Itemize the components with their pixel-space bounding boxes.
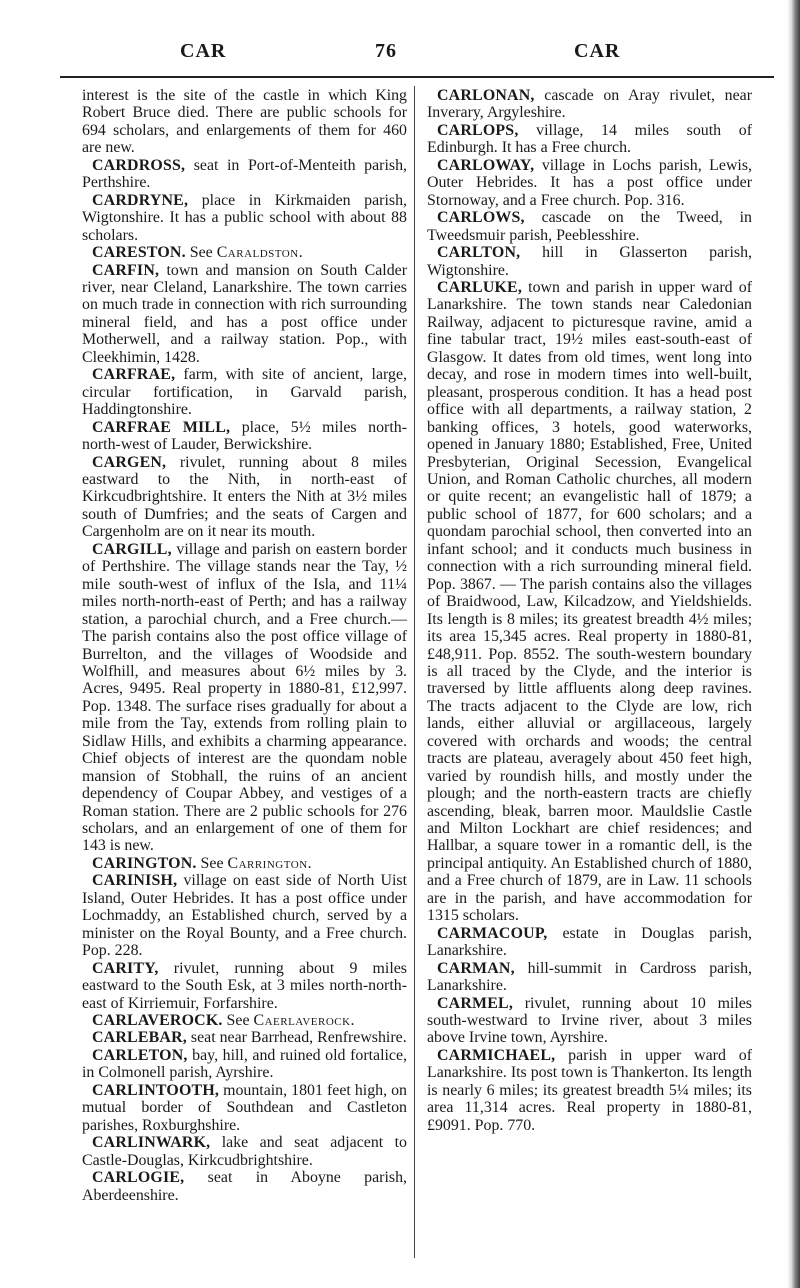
entry-headword: CARLOWAY, bbox=[437, 156, 535, 174]
entry-headword: CARLONAN, bbox=[437, 87, 535, 104]
entry-text: mountain, 1801 feet high, on mutual border of Southdean and Castleton parishes, Roxburghshire. bbox=[82, 1081, 407, 1134]
gazetteer-entry bbox=[82, 1012, 407, 1029]
entry-headword: CARMACOUP, bbox=[437, 924, 548, 942]
gazetteer-entry bbox=[82, 960, 407, 1012]
entry-text: parish in upper ward of Lanarkshire. Its post town is Thankerton. Its length is nearly 6 miles; its greatest breadth 5¼ miles; its area 11,314 acres. Real property in 1880-81, £9091. Pop. 770. bbox=[427, 1046, 752, 1134]
entry-text: seat in Aboyne parish, Aberdeenshire. bbox=[82, 1169, 407, 1204]
entry-text: estate in Douglas parish, Lanarkshire. bbox=[427, 924, 752, 960]
gazetteer-entry bbox=[427, 244, 752, 279]
entry-headword: CARGILL, bbox=[92, 540, 172, 558]
gazetteer-entry bbox=[82, 872, 407, 959]
running-head bbox=[0, 40, 800, 70]
entry-text: interest is the site of the castle in which King Robert Bruce died. There are public schools for 694 scholars, and enlargements of them for 460 are new. bbox=[82, 87, 407, 157]
entry-text: See bbox=[222, 1012, 254, 1030]
entry-headword: CARMAN, bbox=[437, 959, 515, 977]
entry-text: village in Lochs parish, Lewis, Outer Hebrides. It has a post office under Stornoway, and a Free church. Pop. 316. bbox=[427, 156, 752, 209]
entry-text: See bbox=[185, 244, 217, 262]
gazetteer-entry bbox=[82, 419, 407, 454]
entry-headword: CARINGTON. bbox=[92, 854, 197, 872]
entry-text: See bbox=[196, 854, 228, 872]
entry-text: town and mansion on South Calder river, near Cleland, Lanarkshire. The town carries on much trade in connection with rich surrounding mineral field, and has a post office under Motherwell, and a railway station. Pop., with Cleekhimin, 1428. bbox=[82, 261, 407, 366]
entry-text: hill in Glasserton parish, Wigtonshire. bbox=[427, 244, 752, 279]
gazetteer-entry bbox=[82, 244, 407, 261]
entry-headword: CARLEBAR, bbox=[92, 1029, 187, 1047]
gazetteer-entry bbox=[82, 1134, 407, 1169]
entry-text: seat in Port-of-Menteith parish, Perthshire. bbox=[82, 156, 407, 192]
entry-text: lake and seat adjacent to Castle-Douglas, Kirkcudbrightshire. bbox=[82, 1134, 407, 1169]
gazetteer-entry bbox=[82, 87, 407, 157]
cross-reference: Caerlaverock. bbox=[253, 1012, 356, 1030]
left-column bbox=[82, 87, 407, 1204]
entry-headword: CARLINTOOTH, bbox=[92, 1081, 220, 1099]
entry-headword: CARLOGIE, bbox=[92, 1169, 185, 1187]
gazetteer-entry bbox=[427, 122, 752, 157]
gazetteer-entry bbox=[82, 1082, 407, 1134]
gazetteer-entry bbox=[427, 279, 752, 925]
header-rule bbox=[60, 76, 774, 78]
gazetteer-entry bbox=[427, 925, 752, 960]
gazetteer-entry bbox=[82, 366, 407, 418]
entry-text: town and parish in upper ward of Lanarkshire. The town stands near Caledonian Railway, adjacent to picturesque ravine, amid a fine tabular tract, 19½ miles east-south-east of Glasgow. It dates from old times, went long into decay, and rose in modern times into well-built, pleasant, prosperous condition. It has a head post office with all departments, a railway station, 2 banking offices, 3 hotels, good waterworks, opened in January 1880; Established, Free, United Presbyterian, Original Secession, Evangelical Union, and Roman Catholic churches, all modern or quite recent; an evangelistic hall of 1879; a public school of 1877, for 600 scholars; and a quondam parochial school, then converted into an infant school; and it conducts much business in connection with a rich surrounding mineral field. Pop. 3867. — The parish contains also the villages of Braidwood, Law, Kilcadzow, and Yieldshields. Its length is 8 miles; its greatest breadth 4½ miles; its area 15,345 acres. Real property in 1880-81, £48,911. Pop. 8552. The south-western boundary is all traced by the Clyde, and the interior is traversed by little affluents along deep ravines. The tracts adjacent to the Clyde are low, rich lands, either alluvial or argillaceous, largely covered with orchards and woods; the central tracts are plateau, averagely about 450 feet high, varied by roundish hills, and mostly under the plough; and the north-eastern tracts are chiefly ascending, bleak, barren moor. Mauldslie Castle and Milton Lockhart are chief residences; and Hallbar, a square tower in a romantic dell, is the principal antiquity. An Established church of 1880, and a Free church of 1879, are in Law. 11 schools are in the parish, and have accommodation for 1315 scholars. bbox=[427, 278, 752, 925]
entry-text: rivulet, running about 9 miles eastward to the South Esk, at 3 miles north-north-east of Kirriemuir, Forfarshire. bbox=[82, 959, 407, 1012]
entry-headword: CARINISH, bbox=[92, 872, 178, 890]
entry-text: rivulet, running about 8 miles eastward to the Nith, in north-east of Kirkcudbrightshire. It enters the Nith at 3½ miles south of Dumfries; and the seats of Cargen and Cargenholm are on it near its mouth. bbox=[82, 453, 407, 541]
entry-headword: CARLOPS, bbox=[437, 121, 519, 139]
gazetteer-entry bbox=[427, 209, 752, 244]
header-right-guideword: CAR bbox=[574, 40, 621, 62]
gazetteer-entry bbox=[427, 960, 752, 995]
entry-headword: CARDRYNE, bbox=[92, 191, 189, 209]
entry-headword: CARFRAE, bbox=[92, 366, 176, 384]
gazetteer-entry bbox=[82, 454, 407, 541]
entry-text: cascade on the Tweed, in Tweedsmuir parish, Peeblesshire. bbox=[427, 209, 752, 244]
header-left-guideword: CAR bbox=[180, 40, 227, 62]
gazetteer-entry bbox=[427, 995, 752, 1047]
entry-headword: CARLETON, bbox=[92, 1046, 188, 1064]
gazetteer-entry bbox=[427, 157, 752, 209]
gazetteer-entry bbox=[82, 1029, 407, 1046]
entry-text: village and parish on eastern border of Perthshire. The village stands near the Tay, ½ mile south-west of influx of the Isla, and 11¼ miles north-north-east of Perth; and has a railway station, a parochial church, and a Free church.—The parish contains also the post office village of Burrelton, and the villages of Woodside and Wolfhill, and measures about 6½ miles by 3. Acres, 9495. Real property in 1880-81, £12,997. Pop. 1348. The surface rises gradually for about a mile from the Tay, extends from rolling plain to Sidlaw Hills, and exhibits a charming appearance. Chief objects of interest are the quondam noble mansion of Stobhall, the ruins of an ancient dependency of Coupar Abbey, and vestiges of a Roman station. There are 2 public schools for 276 scholars, and an enlargement of one of them for 143 is new. bbox=[82, 540, 407, 855]
entry-headword: CARLTON, bbox=[437, 244, 521, 262]
gazetteer-entry bbox=[82, 855, 407, 872]
cross-reference: Caraldston. bbox=[216, 244, 304, 262]
entry-headword: CARMEL, bbox=[437, 994, 513, 1012]
gazetteer-entry bbox=[427, 87, 752, 122]
entry-text: farm, with site of ancient, large, circular fortification, in Garvald parish, Haddingtonshire. bbox=[82, 366, 407, 419]
right-column bbox=[427, 87, 752, 1134]
page-edge-shadow bbox=[787, 0, 800, 1288]
gazetteer-entry bbox=[82, 262, 407, 367]
gazetteer-entry bbox=[82, 192, 407, 244]
gazetteer-entry bbox=[427, 1047, 752, 1134]
entry-text: place in Kirkmaiden parish, Wigtonshire. It has a public school with about 88 scholars. bbox=[82, 191, 407, 244]
gazetteer-entry bbox=[82, 1047, 407, 1082]
gazetteer-entry bbox=[82, 157, 407, 192]
gazetteer-entry bbox=[82, 1169, 407, 1204]
entry-text: hill-summit in Cardross parish, Lanarkshire. bbox=[427, 959, 752, 995]
entry-text: rivulet, running about 10 miles south-westward to Irvine river, about 3 miles above Irvine town, Ayrshire. bbox=[427, 994, 752, 1047]
entry-headword: CARFIN, bbox=[92, 261, 160, 279]
entry-headword: CARESTON. bbox=[92, 244, 186, 262]
entry-headword: CARGEN, bbox=[92, 453, 167, 471]
gazetteer-entry bbox=[82, 541, 407, 855]
column-divider bbox=[414, 86, 415, 1258]
entry-headword: CARITY, bbox=[92, 959, 159, 977]
entry-headword: CARLAVEROCK. bbox=[92, 1012, 223, 1030]
entry-headword: CARLUKE, bbox=[437, 278, 523, 296]
entry-text: bay, hill, and ruined old fortalice, in Colmonell parish, Ayrshire. bbox=[82, 1046, 407, 1082]
entry-text: cascade on Aray rivulet, near Inverary, Argyleshire. bbox=[427, 87, 752, 122]
entry-headword: CARLINWARK, bbox=[92, 1134, 211, 1152]
entry-headword: CARFRAE MILL, bbox=[92, 418, 231, 436]
entry-text: village on east side of North Uist Island, Outer Hebrides. It has a post office under Lochmaddy, an Established church, served by a minister on the Royal Bounty, and a Free church. Pop. 228. bbox=[82, 872, 407, 960]
entry-text: place, 5½ miles north-north-west of Lauder, Berwickshire. bbox=[82, 418, 407, 454]
page-number: 76 bbox=[375, 40, 397, 62]
entry-headword: CARMICHAEL, bbox=[437, 1046, 556, 1064]
entry-headword: CARDROSS, bbox=[92, 156, 186, 174]
entry-text: seat near Barrhead, Renfrewshire. bbox=[186, 1029, 407, 1047]
entry-headword: CARLOWS, bbox=[437, 209, 525, 227]
entry-text: village, 14 miles south of Edinburgh. It has a Free church. bbox=[427, 121, 752, 157]
cross-reference: Carrington. bbox=[227, 854, 313, 872]
